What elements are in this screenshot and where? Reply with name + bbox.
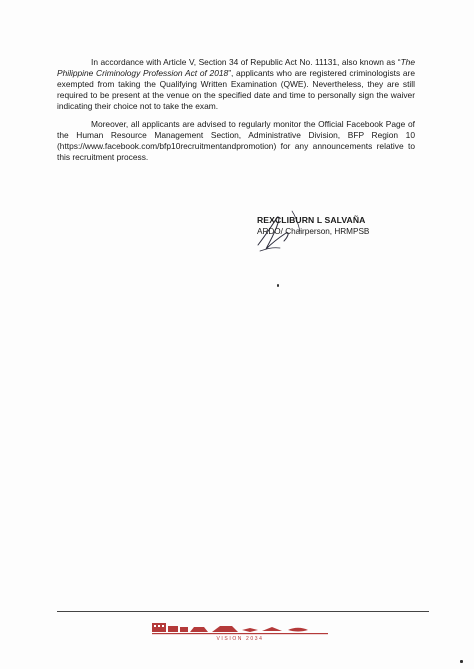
- paragraph2-text: Moreover, all applicants are advised to regularly monitor the Official Facebook Page of the Human Resource Management Section, Administrative Division, BFP Region 10 (https://www.facebook.com/bfp10recruitmentandpromotion) for any announcements relative to this recruitment process.: [57, 119, 415, 162]
- vision-caption: VISION 2034: [216, 636, 264, 642]
- paragraph1-text-end: ”, applicants who are registered criminologists are exempted from taking the Qualifying Written Examination (QWE). Nevertheless, they are still required to be present at the venue on the specified date and time to personally sign the waiver indicating their choice not to take the exam.: [57, 68, 415, 111]
- signatory-title: ARDO/ Chairperson, HRMPSB: [257, 227, 370, 236]
- act-title-italic: The Philippine Criminology Profession Act of 2018: [57, 57, 415, 78]
- signature-block: [257, 215, 457, 237]
- paragraph1-text-start: In accordance with Article V, Section 34 of Republic Act No. 11131, also known as “: [91, 57, 401, 67]
- ink-speck: [460, 660, 463, 663]
- paragraph-qwe-exemption: [57, 57, 415, 112]
- footer-divider: [57, 611, 429, 612]
- paragraph-facebook-notice: [57, 119, 415, 163]
- signatory-name: REXCLIBURN L SALVAÑA: [257, 215, 366, 225]
- ink-speck: [277, 284, 279, 287]
